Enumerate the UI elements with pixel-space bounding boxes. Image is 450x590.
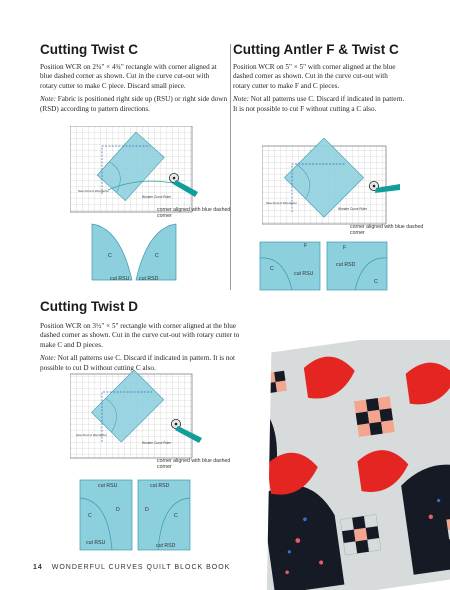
label-d-cut-rsu-top: cut RSU [98,483,118,489]
label-c-right: C [155,253,159,259]
section-f-body: Position WCR on 5" × 5" with corner aligned at the blue dashed corner as shown. Cut in the curve cut-out with rotary cutter to make F and C pieces. [233,63,396,90]
section-d-note-label: Note: [40,354,56,363]
section-title-antler-f: Cutting Antler F & Twist C [233,42,399,57]
label-f-right: F [343,245,347,251]
ruler-illustration-f [262,138,402,230]
section-title-twist-d: Cutting Twist D [40,299,138,314]
ruler-brand-f: Sew Kind of Wonderful [266,201,297,205]
ruler-brand-c: Sew Kind of Wonderful [78,189,109,193]
piece-shape-d-rsd [136,478,192,552]
piece-shape-f-rsu [258,240,322,292]
label-d-right: D [145,507,149,513]
book-title: WONDERFUL CURVES QUILT BLOCK BOOK [51,564,231,571]
section-c-note-label: Note: [40,95,56,104]
label-dc-left: C [88,513,92,519]
piece-shape-c-rsu [90,222,134,282]
label-c-left: C [108,253,112,259]
fabric-piece-f-rsd [325,240,389,297]
ruler-label-d: Wonder Curve Ruler [142,441,171,445]
ruler-label-f: Wonder Curve Ruler [338,207,367,211]
section-title-twist-c: Cutting Twist C [40,42,138,57]
section-d-body: Position WCR on 3½" × 5" rectangle with corner aligned at the blue dashed corner as shown. Cut in the curve cut-out with rotary cutter to make C and D pieces. [40,322,240,349]
ruler-illustration-c [70,126,200,216]
label-d-cut-rsd-bottom: cut RSD [156,543,176,549]
section-f-note-text: Not all patterns use C. Discard if indicated in pattern. It is not possible to cut F without cutting a C also. [233,95,405,113]
piece-shape-f-rsd [325,240,389,292]
label-dc-right: C [174,513,178,519]
label-d-left: D [116,507,120,513]
label-fc-right: C [374,279,378,285]
section-d-note-text: Not all patterns use C. Discard if indicated in pattern. It is not possible to cut D without cutting C also. [40,354,236,372]
piece-shape-c-rsd [134,222,178,282]
section-f-text [233,63,405,118]
page-footer [33,564,230,571]
caption-corner-f: corner aligned with blue dashed corner [350,224,424,237]
quilt-illustration [248,340,450,590]
label-f-cut-rsd: cut RSD [336,262,356,268]
label-cut-rsu: cut RSU [110,276,130,282]
section-c-text [40,63,228,118]
ruler-illustration-d [70,370,205,462]
label-cut-rsd: cut RSD [139,276,159,282]
label-f-cut-rsu: cut RSU [294,271,314,277]
label-d-cut-rsu-bottom: cut RSU [86,540,106,546]
ruler-figure-d [70,370,205,467]
section-f-note-label: Note: [233,95,249,104]
ruler-label-c: Wonder Curve Ruler [142,195,171,199]
ruler-figure-f [262,138,402,235]
label-f-left: F [304,243,308,249]
quilt-photo [248,340,450,590]
caption-corner-c: corner aligned with blue dashed corner [157,207,231,220]
section-c-note [40,95,228,114]
fabric-piece-f-rsu [258,240,322,297]
section-f-note [233,95,405,114]
caption-corner-d: corner aligned with blue dashed corner [157,458,231,471]
label-d-cut-rsd-top: cut RSD [150,483,170,489]
section-c-note-text: Fabric is positioned right side up (RSU) or right side down (RSD) according to pattern directions. [40,95,228,113]
page-number: 14 [33,564,43,571]
section-d-text [40,322,245,377]
label-fc-left: C [270,266,274,272]
ruler-brand-d: Sew Kind of Wonderful [76,433,107,437]
section-c-body: Position WCR on 2¾" × 4¾" rectangle with corner aligned at blue dashed corner as shown. Cut in the curve cut-out with rotary cutter to make C piece. Discard small piece. [40,63,217,90]
column-divider [230,44,231,290]
